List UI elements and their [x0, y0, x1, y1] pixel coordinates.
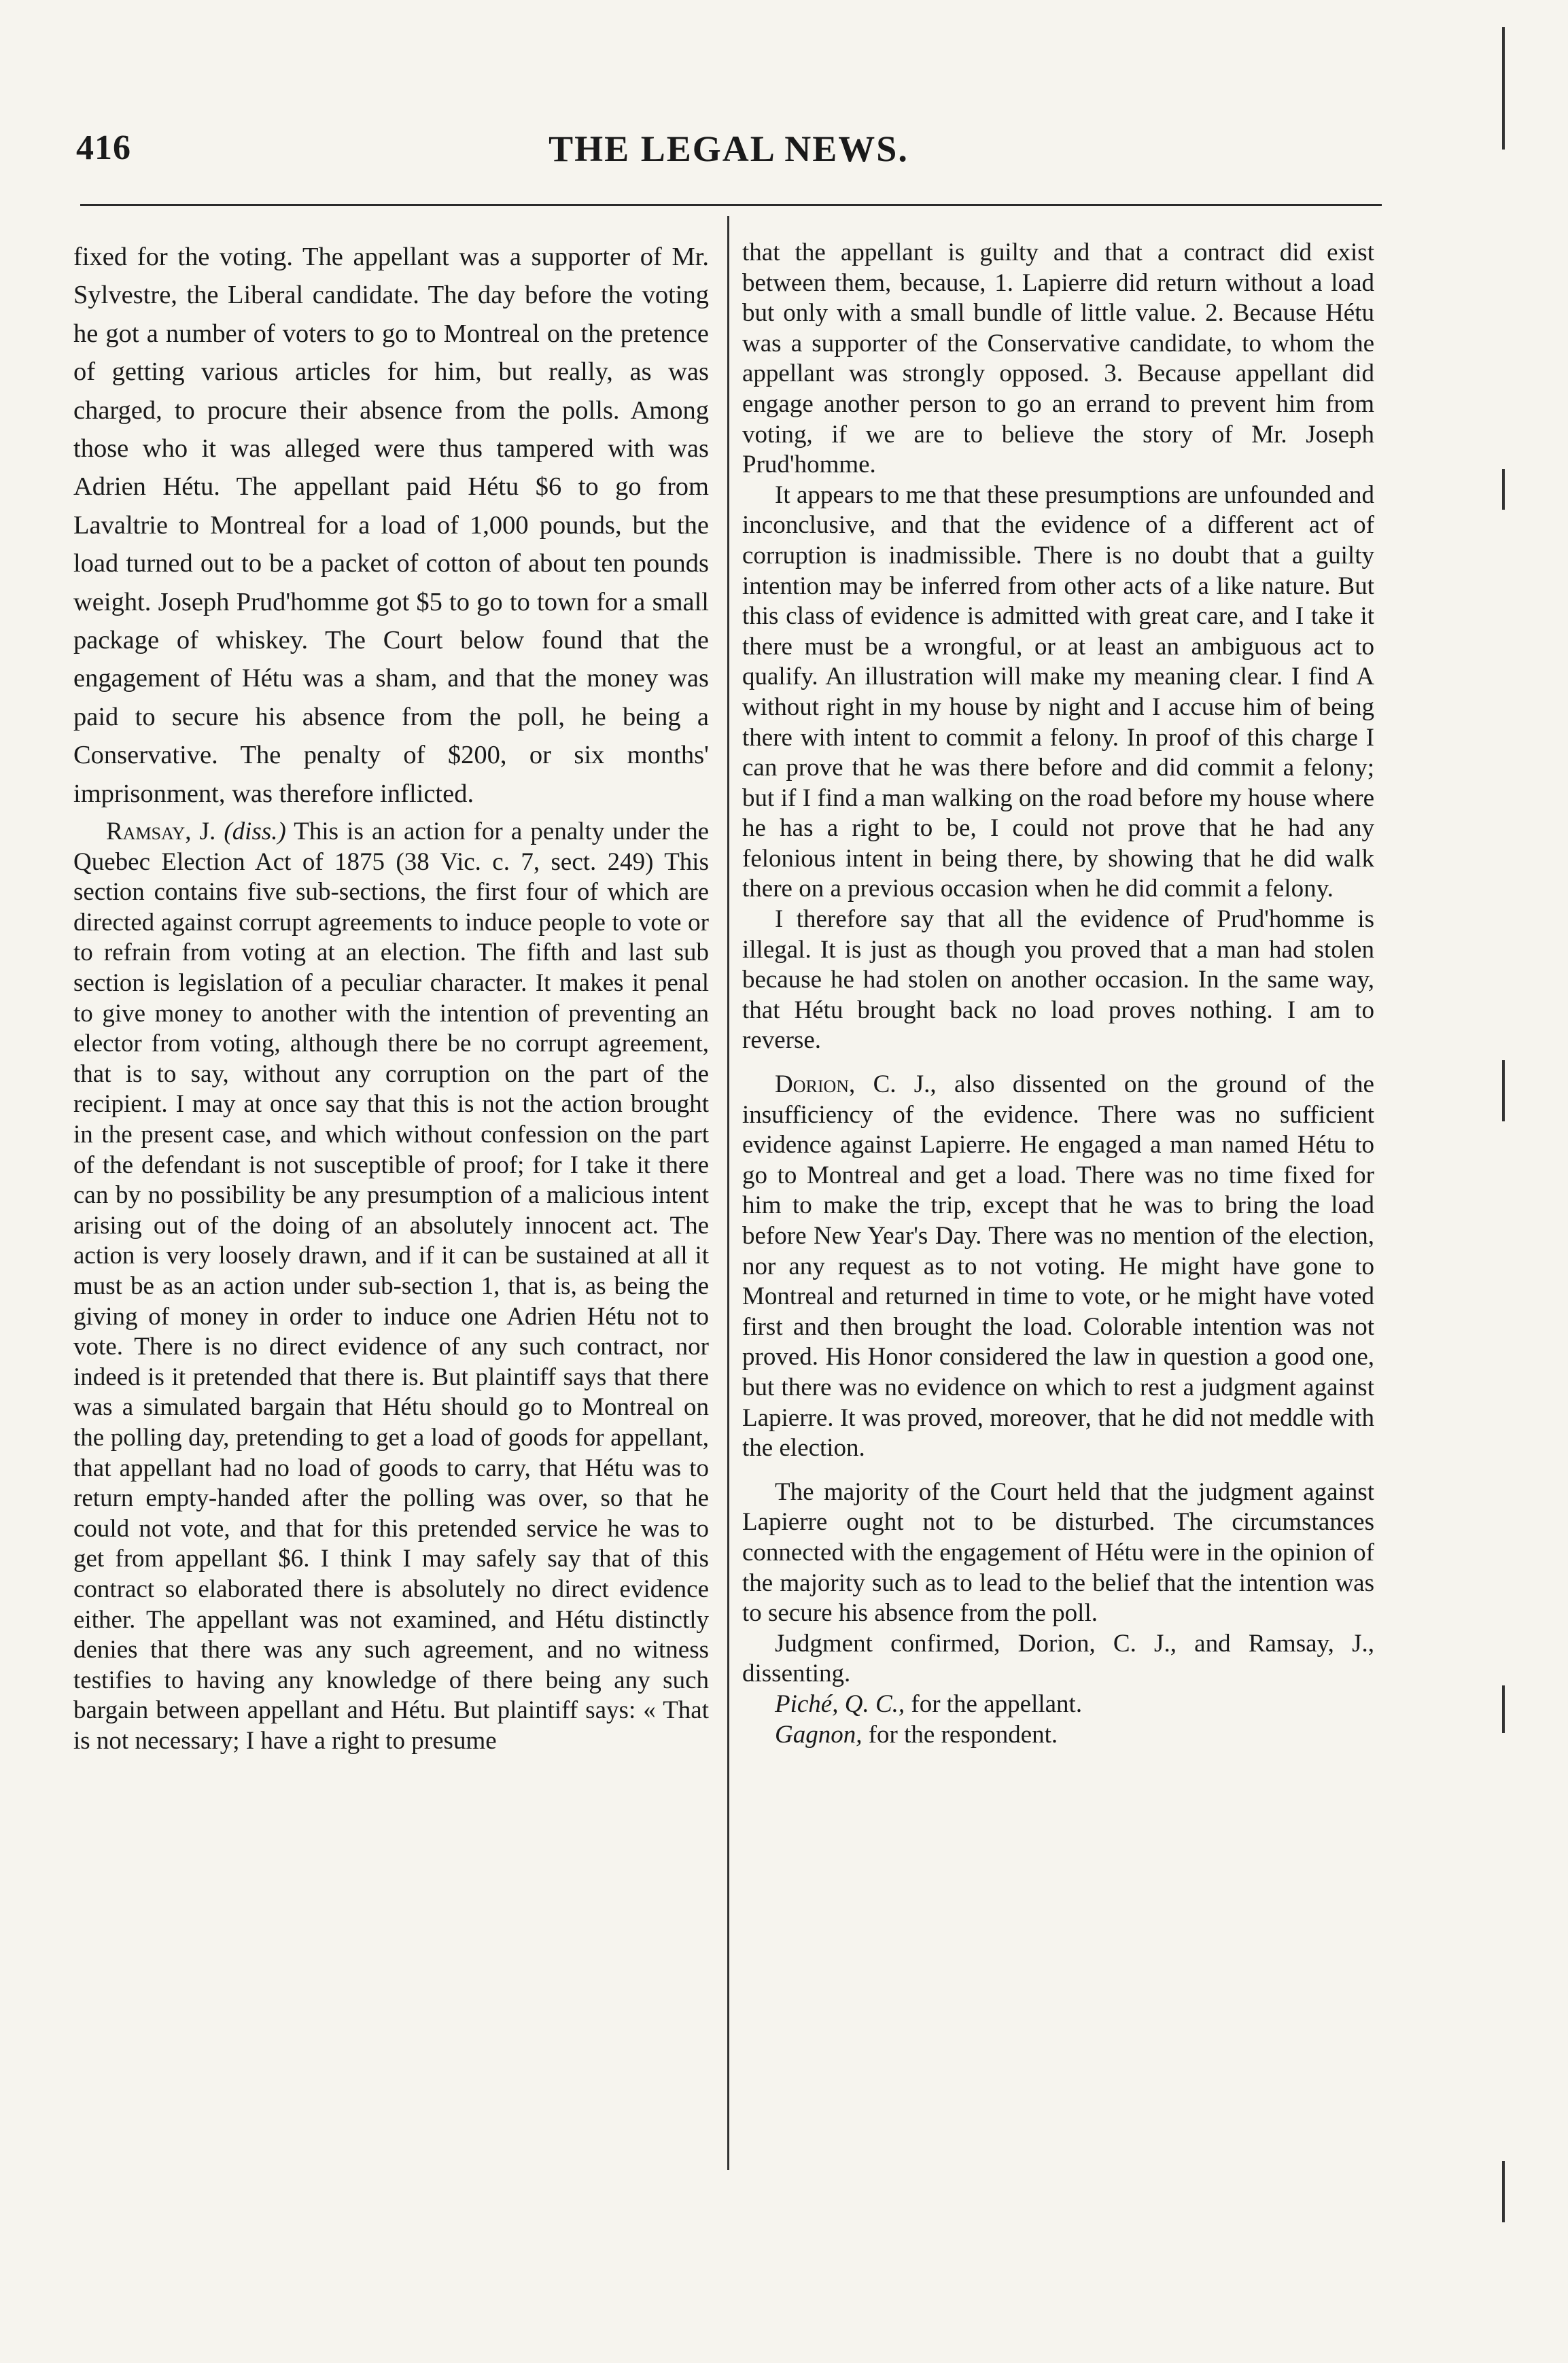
counsel-respondent-name: Gagnon,: [775, 1720, 863, 1749]
scan-edge-mark: [1502, 1060, 1505, 1121]
scan-edge-mark: [1502, 2161, 1505, 2222]
judge-name-ramsay: Ramsay, J.: [106, 818, 216, 846]
counsel-appellant: [742, 1690, 1374, 1720]
journal-title: THE LEGAL NEWS.: [548, 128, 909, 169]
right-paragraph-2: It appears to me that these presumptions are unfounded and inconclusive, and that the evidence of a different act of corruption is inadmissible. There is no doubt that a guilty intention may be inferred from other acts of a like nature. But this class of evidence is admitted with great care, and I take it there must be a wrongful, or at least an ambiguous act to qualify. An illustration will make my meaning clear. I find A without right in my house by night and I accuse him of being there with intent to commit a felony. In proof of this charge I can prove that he was there before and did commit a felony; but if I find a man walking on the road before my house where he has a right to be, I could not prove that he had any felonious intent in being there, by showing that he did walk there on a previous occasion when he did commit a felony.: [742, 480, 1374, 903]
scan-edge-mark: [1502, 1685, 1505, 1733]
left-column: [73, 238, 709, 1757]
counsel-respondent: [742, 1720, 1374, 1751]
right-paragraph-1: that the appellant is guilty and that a contract did exist between them, because, 1. Lapierre did return without a load but only with a small bundle of little value. 2. Because Hétu was a supporter of the Conservative candidate, to whom the appellant was strongly opposed. 3. Because appellant did engage another person to go an errand to prevent him from voting, if we are to believe the story of Mr. Joseph Prud'homme.: [742, 239, 1374, 479]
page-header: [76, 128, 1381, 182]
scan-edge-mark: [1502, 27, 1505, 150]
page-number: 416: [76, 128, 131, 167]
counsel-appellant-name: Piché, Q. C.,: [775, 1690, 905, 1718]
right-paragraph-5: The majority of the Court held that the judgment against Lapierre ought not to be disturbed. The circumstances connected with the engagement of Hétu were in the opinion of the majority such as to lead to the belief that the intention was to secure his absence from the poll.: [742, 1477, 1374, 1628]
right-column: [742, 238, 1374, 1750]
counsel-respondent-role: for the respondent.: [862, 1720, 1058, 1749]
header-rule: [80, 204, 1382, 206]
left-paragraph-2-body: This is an action for a penalty under the Quebec Election Act of 1875 (38 Vic. c. 7, sect. 249) This section contains five sub-sections, the first four of which are directed against corrupt agreements to induce people to vote or to refrain from voting at an election. The fifth and last sub section is legislation of a peculiar character. It makes it penal to give money to another with the intention of preventing an elector from voting, although there be no corrupt agreement, that is to say, without any corruption on the part of the recipient. I may at once say that this is not the action brought in the present case, and which without confession on the part of the defendant is not susceptible of proof; for I take it there can by no possibility be any presumption of a malicious intent arising out of the doing of an absolutely innocent act. The action is very loosely drawn, and if it can be sustained at all it must be as an action under sub-section 1, that is, as being the giving of money in order to induce one Adrien Hétu not to vote. There is no direct evidence of any such contract, nor indeed is it pretended that there is. But plaintiff says that there was a simulated bargain that Hétu should go to Montreal on the polling day, pretending to get a load of goods for appellant, that appellant had no load of goods to carry, that Hétu was to return empty-handed after the polling was over, so that he could not vote, and that for this pretended service he was to get from appellant $6. I think I may safely say that of this contract so elaborated there is absolutely no direct evidence either. The appellant was not examined, and Hétu distinctly denies that there was any such agreement, and no witness testifies to having any knowledge of there being any such bargain between appellant and Hétu. But plaintiff says: « That is not necessary; I have a right to presume: [73, 818, 709, 1755]
judge-name-dorion: Dorion, C. J.,: [775, 1070, 937, 1099]
scan-edge-mark: [1502, 469, 1505, 510]
column-divider: [727, 216, 729, 2170]
dissent-label: (diss.): [224, 818, 286, 846]
judgment-line: Judgment confirmed, Dorion, C. J., and Ramsay, J., dissenting.: [742, 1629, 1374, 1688]
right-paragraph-3: I therefore say that all the evidence of Prud'homme is illegal. It is just as though you proved that a man had stolen because he had stolen on another occasion. In the same way, that Hétu brought back no load proves nothing. I am to reverse.: [742, 905, 1374, 1055]
left-paragraph-2: [73, 817, 709, 1756]
right-paragraph-4: [742, 1070, 1374, 1464]
right-paragraph-4-body: also dissented on the ground of the insufficiency of the evidence. There was no sufficient evidence against Lapierre. He engaged a man named Hétu to go to Montreal and get a load. There was no time fixed for him to make the trip, except that he was to bring the load before New Year's Day. There was no mention of the election, nor any request as to not voting. He might have gone to Montreal and returned in time to vote, or he might have voted first and then brought the load. Colorable intention was not proved. His Honor considered the law in question a good one, but there was no evidence on which to rest a judgment against Lapierre. It was proved, moreover, that he did not meddle with the election.: [742, 1070, 1374, 1463]
counsel-appellant-role: for the appellant.: [905, 1690, 1083, 1718]
left-paragraph-1: fixed for the voting. The appellant was a supporter of Mr. Sylvestre, the Liberal candidate. The day before the voting he got a number of voters to go to Montreal on the pretence of getting various articles for him, but really, as was charged, to procure their absence from the polls. Among those who it was alleged were thus tampered with was Adrien Hétu. The appellant paid Hétu $6 to go from Lavaltrie to Montreal for a load of 1,000 pounds, but the load turned out to be a packet of cotton of about ten pounds weight. Joseph Prud'homme got $5 to go to town for a small package of whiskey. The Court below found that the engagement of Hétu was a sham, and that the money was paid to secure his absence from the poll, he being a Conservative. The penalty of $200, or six months' imprisonment, was therefore inflicted.: [73, 243, 709, 808]
